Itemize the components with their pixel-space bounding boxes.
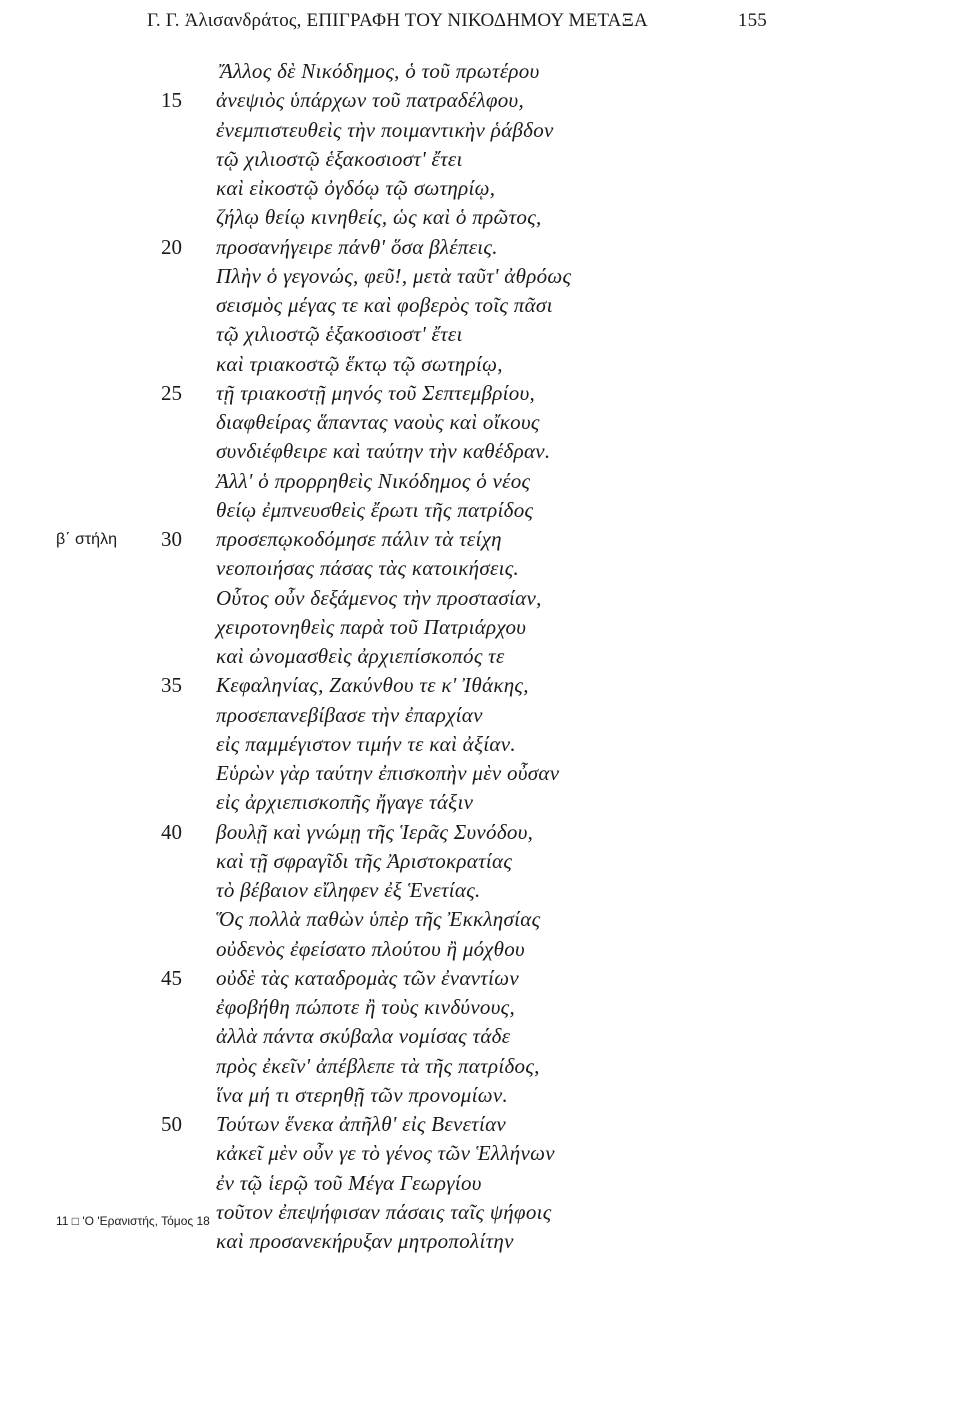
footer-signature: 11 □ 'Ο 'Ερανιστής, Τόμος 18 [56, 1214, 210, 1228]
verse-text: εἰς παμμέγιστον τιμήν τε καὶ ἀξίαν. [216, 731, 516, 756]
verse-text: καὶ ὠνομασθεὶς ἀρχιεπίσκοπός τε [216, 644, 505, 668]
verse-text: Κεφαληνίας, Ζακύνθου τε κ' Ἰθάκης, [216, 673, 529, 698]
line-number: 35 [161, 673, 182, 698]
line-number: 50 [161, 1112, 182, 1136]
verse-text: θείῳ ἐμπνευσθεὶς ἔρωτι τῆς πατρίδος [216, 497, 534, 522]
verse-line [0, 467, 960, 496]
verse-line [0, 1169, 960, 1198]
verse-text: προσανήγειρε πάνθ' ὅσα βλέπεις. [216, 234, 498, 259]
verse-text: Οὗτος οὖν δεξάμενος τὴν προστασίαν, [216, 585, 542, 610]
verse-text: καὶ προσανεκήρυξαν μητροπολίτην [216, 1229, 514, 1253]
verse-text: νεοποιήσας πάσας τὰς κατοικήσεις. [216, 556, 520, 581]
line-number: 15 [161, 88, 182, 113]
verse-text: Εὑρὼν γὰρ ταύτην ἐπισκοπὴν μὲν οὖσαν [216, 761, 560, 785]
column-label: β΄ στήλη [56, 531, 117, 548]
verse-line [0, 1022, 960, 1051]
verse-text: κἀκεῖ μὲν οὖν γε τὸ γένος τῶν Ἑλλήνων [216, 1141, 555, 1166]
verse-line [0, 1081, 960, 1110]
verse-text: προσεπῳκοδόμησε πάλιν τὰ τείχη [216, 527, 502, 551]
verse-line [0, 116, 960, 145]
verse-line [0, 1052, 960, 1081]
verse-line [0, 1227, 960, 1256]
verse-text: τῷ χιλιοστῷ ἑξακοσιοστ' ἔτει [216, 322, 463, 347]
verse-text: τὸ βέβαιον εἴληφεν ἐξ Ἑνετίας. [216, 878, 481, 902]
verse-line [0, 145, 960, 174]
verse-text: τοῦτον ἐπεψήφισαν πάσαις ταῖς ψήφοις [216, 1199, 552, 1224]
verse-line [0, 818, 960, 847]
inscription-text [0, 57, 960, 1256]
verse-line [0, 847, 960, 876]
verse-line [0, 642, 960, 671]
verse-line [0, 876, 960, 905]
verse-text: καὶ εἰκοστῷ ὀγδόῳ τῷ σωτηρίῳ, [216, 176, 496, 200]
verse-line [0, 320, 960, 349]
verse-text: τῇ τριακοστῇ μηνός τοῦ Σεπτεμβρίου, [216, 380, 536, 405]
verse-line [0, 1110, 960, 1139]
verse-text: πρὸς ἐκεῖν' ἀπέβλεπε τὰ τῆς πατρίδος, [216, 1053, 540, 1078]
verse-line [0, 203, 960, 232]
verse-text: εἰς ἀρχιεπισκοπῆς ἤγαγε τάξιν [216, 790, 474, 815]
verse-text: προσεπανεβίβασε τὴν ἐπαρχίαν [216, 702, 483, 727]
verse-line [0, 964, 960, 993]
verse-line [0, 788, 960, 817]
verse-line [0, 233, 960, 262]
verse-line [0, 291, 960, 320]
verse-line [0, 935, 960, 964]
verse-text: ἐφοβήθη πώποτε ἢ τοὺς κινδύνους, [216, 995, 516, 1019]
verse-text: συνδιέφθειρε καὶ ταύτην τὴν καθέδραν. [216, 439, 551, 464]
verse-text: Πλὴν ὁ γεγονώς, φεῦ!, μετὰ ταῦτ' ἀθρόως [216, 263, 572, 288]
verse-line [0, 408, 960, 437]
verse-line [0, 993, 960, 1022]
verse-text: τῷ χιλιοστῷ ἑξακοσιοστ' ἔτει [216, 146, 463, 171]
line-number: 25 [161, 380, 182, 405]
line-number: 20 [161, 234, 182, 259]
verse-text: οὐδὲ τὰς καταδρομὰς τῶν ἐναντίων [216, 965, 520, 990]
verse-text: χειροτονηθεὶς παρὰ τοῦ Πατριάρχου [216, 614, 527, 639]
verse-text: Τούτων ἕνεκα ἀπῆλθ' εἰς Βενετίαν [216, 1112, 507, 1136]
verse-text: ἵνα μή τι στερηθῇ τῶν προνομίων. [216, 1082, 509, 1107]
verse-text: σεισμὸς μέγας τε καὶ φοβερὸς τοῖς πᾶσι [216, 293, 553, 317]
verse-line [0, 350, 960, 379]
running-head [147, 10, 767, 40]
verse-text: βουλῇ καὶ γνώμῃ τῆς Ἱερᾶς Συνόδου, [216, 819, 534, 844]
verse-line [0, 262, 960, 291]
verse-text: Ἄλλος δὲ Νικόδημος, ὁ τοῦ πρωτέρου [220, 59, 540, 83]
verse-line [0, 671, 960, 700]
verse-text: ἀνεψιὸς ὑπάρχων τοῦ πατραδέλφου, [216, 88, 525, 113]
verse-text: διαφθείρας ἅπαντας ναοὺς καὶ οἴκους [216, 410, 540, 434]
verse-line [0, 554, 960, 583]
verse-text: καὶ τῇ σφραγῖδι τῆς Ἀριστοκρατίας [216, 848, 513, 873]
verse-line [0, 701, 960, 730]
line-number: 30 [161, 527, 182, 551]
running-head-title: Γ. Γ. Ἀλισανδράτος, ΕΠΙΓΡΑΦΗ ΤΟΥ ΝΙΚΟΔΗΜΟΥ ΜΕΤΑΞΑ [147, 10, 648, 31]
verse-line [0, 379, 960, 408]
verse-line [0, 584, 960, 613]
verse-line [0, 730, 960, 759]
verse-text: ἐνεμπιστευθεὶς τὴν ποιμαντικὴν ῥάβδον [216, 117, 554, 142]
verse-line [0, 86, 960, 115]
verse-line [0, 613, 960, 642]
verse-text: ἀλλὰ πάντα σκύβαλα νομίσας τάδε [216, 1024, 511, 1049]
verse-line [0, 496, 960, 525]
line-number: 45 [161, 965, 182, 990]
line-number: 40 [161, 819, 182, 844]
page-number: 155 [737, 10, 767, 31]
verse-line [0, 1139, 960, 1168]
verse-text: Ἀλλ' ὁ προρρηθεὶς Νικόδημος ὁ νέος [216, 468, 531, 493]
verse-line [0, 57, 960, 86]
verse-line [0, 437, 960, 466]
verse-line [0, 525, 960, 554]
verse-line [0, 759, 960, 788]
verse-line [0, 905, 960, 934]
verse-text: ἐν τῷ ἱερῷ τοῦ Μέγα Γεωργίου [216, 1170, 482, 1195]
verse-text: Ὅς πολλὰ παθὼν ὑπὲρ τῆς Ἐκκλησίας [216, 907, 541, 932]
verse-line [0, 174, 960, 203]
verse-text: οὐδενὸς ἐφείσατο πλούτου ἢ μόχθου [216, 936, 525, 961]
verse-text: καὶ τριακοστῷ ἕκτῳ τῷ σωτηρίῳ, [216, 351, 503, 376]
verse-text: ζήλῳ θείῳ κινηθείς, ὡς καὶ ὁ πρῶτος, [216, 205, 542, 230]
